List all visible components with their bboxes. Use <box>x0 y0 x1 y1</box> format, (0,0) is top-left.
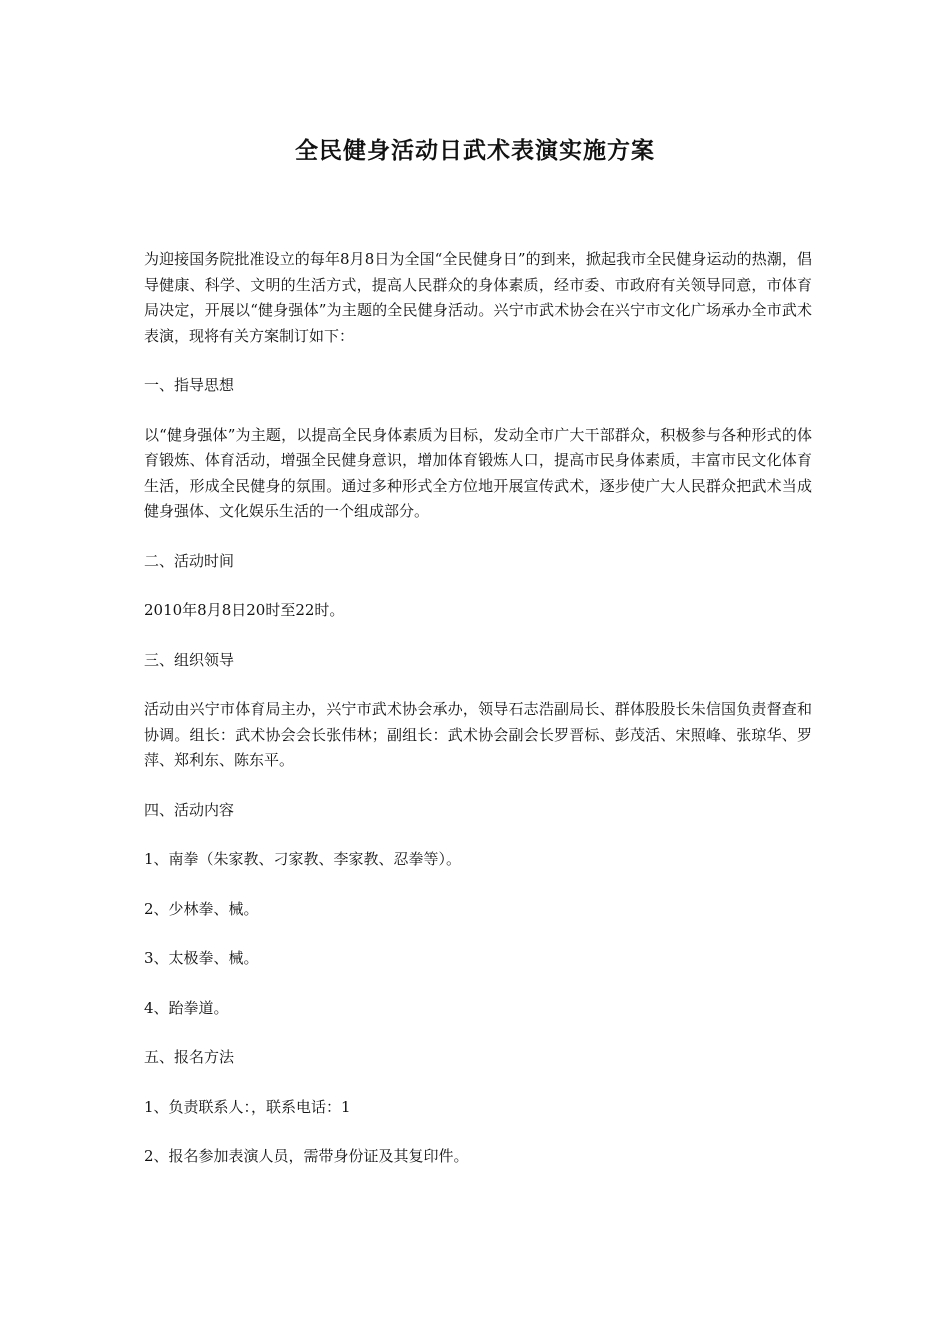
content-item-4: 4、跆拳道。 <box>144 998 229 1017</box>
document-title: 全民健身活动日武术表演实施方案 <box>295 137 655 164</box>
intro-paragraph: 为迎接国务院批准设立的每年8月8日为全国“全民健身日”的到来，掀起我市全民健身运动的热潮，倡导健康、科学、文明的生活方式，提高人民群众的身体素质，经市委、市政府有关领导同意，市体育局决定，开展以“健身强体”为主题的全民健身活动。兴宁市武术协会在兴宁市文化广场承办全市武术表演，现将有关方案制订如下： <box>144 250 812 345</box>
section-heading-organization: 三、组织领导 <box>144 650 235 669</box>
section-heading-registration: 五、报名方法 <box>144 1048 235 1066</box>
content-item-3: 3、太极拳、械。 <box>144 949 259 967</box>
section-heading-guiding-ideology: 一、指导思想 <box>144 376 235 394</box>
section-heading-activity-content: 四、活动内容 <box>144 800 235 819</box>
section-heading-activity-time: 二、活动时间 <box>144 551 235 570</box>
organization-paragraph: 活动由兴宁市体育局主办，兴宁市武术协会承办，领导石志浩副局长、群体股股长朱信国负责督查和协调。组长：武术协会会长张伟林；副组长：武术协会副会长罗晋标、彭茂活、宋照峰、张琼华、罗萍、郑利东、陈东平。 <box>144 700 812 769</box>
guiding-ideology-paragraph: 以“健身强体”为主题，以提高全民身体素质为目标，发动全市广大干部群众，积极参与各种形式的体育锻炼、体育活动，增强全民健身意识，增加体育锻炼人口，提高市民身体素质，丰富市民文化体育生活，形成全民健身的氛围。通过多种形式全方位地开展宣传武术，逐步使广大人民群众把武术当成健身强体、文化娱乐生活的一个组成部分。 <box>144 425 812 520</box>
registration-item-1: 1、负责联系人：，联系电话：1 <box>144 1097 351 1116</box>
activity-time-paragraph: 2010年8月8日20时至22时。 <box>144 601 345 619</box>
content-item-2: 2、少林拳、械。 <box>144 899 259 918</box>
document-body <box>144 247 812 1170</box>
content-item-1: 1、南拳（朱家教、刁家教、李家教、忍拳等）。 <box>144 850 462 868</box>
registration-item-2: 2、报名参加表演人员，需带身份证及其复印件。 <box>144 1147 469 1165</box>
